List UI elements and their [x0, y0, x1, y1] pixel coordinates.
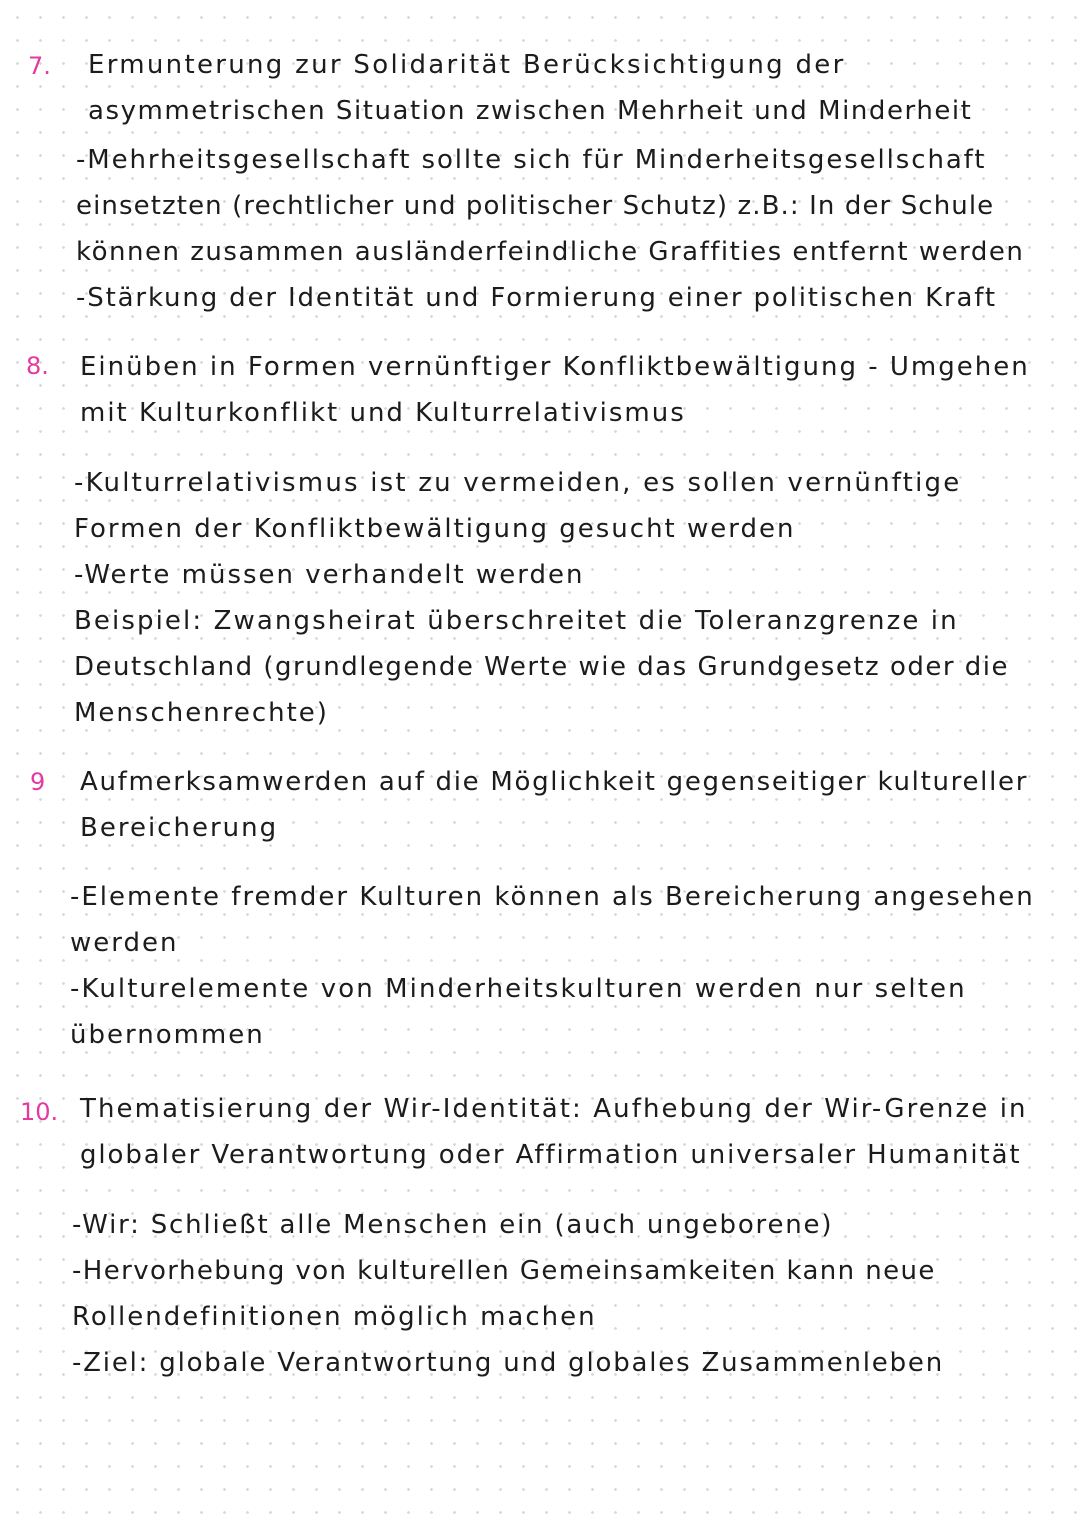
text-line: Deutschland (grundlegende Werte wie das Grundgesetz oder die — [74, 652, 1010, 682]
text-line: -Elemente fremder Kulturen können als Bereicherung angesehen — [70, 882, 1035, 912]
text-line: -Hervorhebung von kulturellen Gemeinsamkeiten kann neue — [72, 1256, 936, 1286]
text-line: einsetzten (rechtlicher und politischer Schutz) z.B.: In der Schule — [76, 191, 995, 221]
section-heading: mit Kulturkonflikt und Kulturrelativismus — [80, 398, 686, 428]
text-line: übernommen — [70, 1020, 265, 1050]
text-line: werden — [70, 928, 179, 958]
text-line: -Mehrheitsgesellschaft sollte sich für Minderheitsgesellschaft — [76, 145, 987, 175]
section-heading: Thematisierung der Wir-Identität: Aufhebung der Wir-Grenze in — [80, 1094, 1028, 1124]
text-line: -Stärkung der Identität und Formierung einer politischen Kraft — [76, 283, 997, 313]
section-number: 10. — [20, 1098, 59, 1126]
section-heading: asymmetrischen Situation zwischen Mehrheit und Minderheit — [88, 96, 973, 126]
text-line: Menschenrechte) — [74, 698, 329, 728]
section-heading: Einüben in Formen vernünftiger Konfliktbewältigung - Umgehen — [80, 352, 1030, 382]
section-heading: Aufmerksamwerden auf die Möglichkeit gegenseitiger kultureller — [80, 767, 1029, 797]
section-number: 9 — [30, 768, 46, 796]
section-heading: Bereicherung — [80, 813, 279, 843]
text-line: -Werte müssen verhandelt werden — [74, 560, 585, 590]
text-line: -Kulturrelativismus ist zu vermeiden, es sollen vernünftige — [74, 468, 962, 498]
text-line: -Kulturelemente von Minderheitskulturen werden nur selten — [70, 974, 967, 1004]
text-line: -Ziel: globale Verantwortung und globales Zusammenleben — [72, 1348, 944, 1378]
text-line: Formen der Konfliktbewältigung gesucht werden — [74, 514, 796, 544]
section-number: 8. — [26, 352, 49, 380]
section-heading: Ermunterung zur Solidarität Berücksichtigung der — [88, 50, 846, 80]
section-heading: globaler Verantwortung oder Affirmation universaler Humanität — [80, 1140, 1022, 1170]
text-line: -Wir: Schließt alle Menschen ein (auch ungeborene) — [72, 1210, 834, 1240]
section-number: 7. — [28, 52, 51, 80]
text-line: Beispiel: Zwangsheirat überschreitet die Toleranzgrenze in — [74, 606, 959, 636]
text-line: Rollendefinitionen möglich machen — [72, 1302, 597, 1332]
text-line: können zusammen ausländerfeindliche Graffities entfernt werden — [76, 237, 1025, 267]
